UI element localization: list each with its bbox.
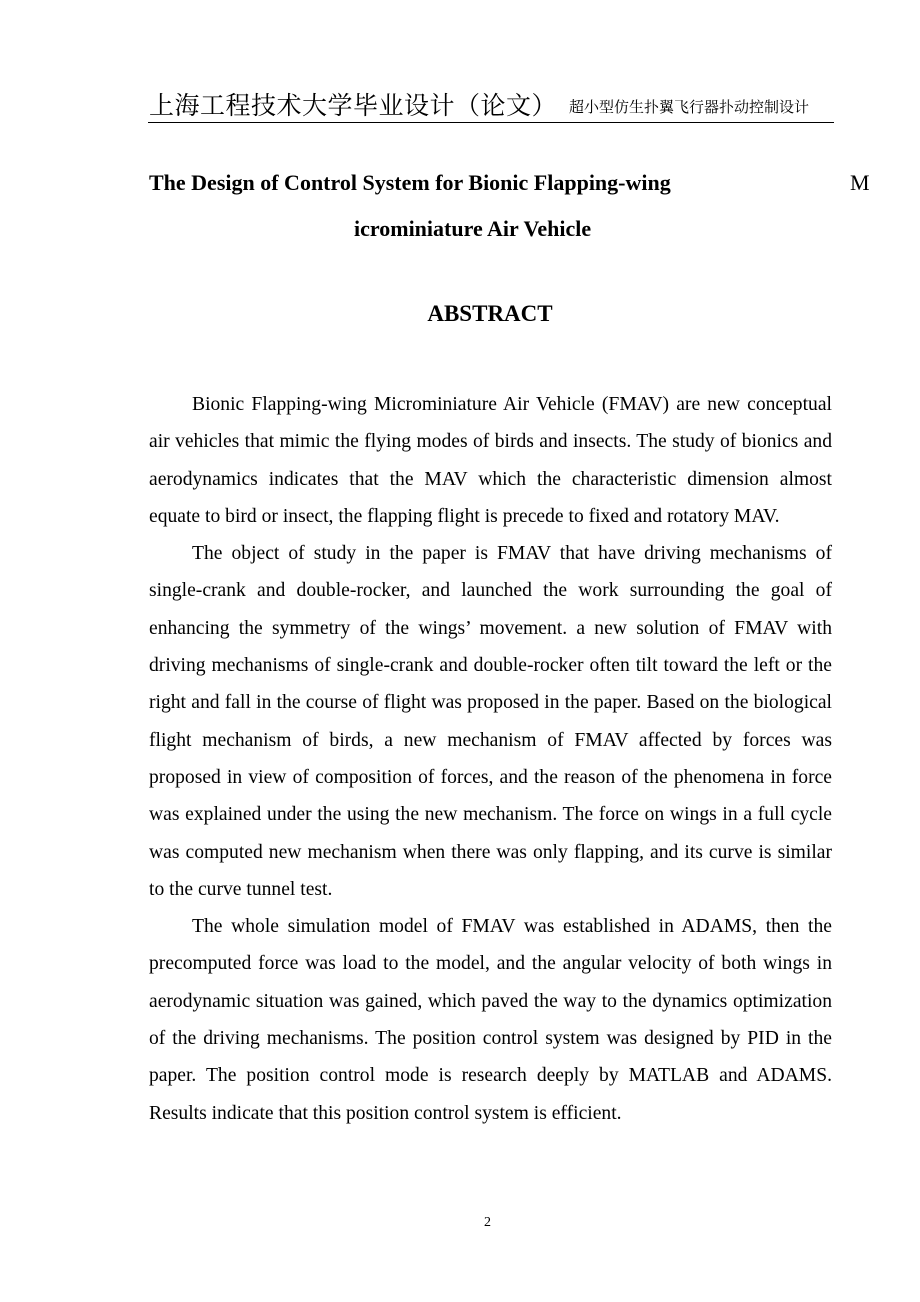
title-line-2: icrominiature Air Vehicle	[354, 216, 592, 241]
title-overflow-letter: M	[850, 170, 870, 195]
header-university-title: 上海工程技术大学毕业设计（论文）	[149, 91, 558, 120]
abstract-paragraph-3: The whole simulation model of FMAV was established in ADAMS, then the precomputed force was load to the model, and the angular velocity of both wings in aerodynamic situation was gained, which paved the way to the dynamics optimization of the driving mechanisms. The position control system was designed by PID in the paper. The position control mode is research deeply by MATLAB and ADAMS. Results indicate that this position control system is efficient.	[149, 916, 832, 1124]
abstract-body	[149, 386, 832, 1132]
page-number: 2	[484, 1215, 491, 1230]
abstract-paragraph-2: The object of study in the paper is FMAV that have driving mechanisms of single-crank and double-rocker, and launched the work surrounding the goal of enhancing the symmetry of the wings’ movement. a new solution of FMAV with driving mechanisms of single-crank and double-rocker often tilt toward the left or the right and fall in the course of flight was proposed in the paper. Based on the biological flight mechanism of birds, a new mechanism of FMAV affected by forces was proposed in view of composition of forces, and the reason of the phenomena in force was explained under the using the new mechanism. The force on wings in a full cycle was computed new mechanism when there was only flapping, and its curve is similar to the curve tunnel test.	[149, 543, 832, 900]
abstract-heading: ABSTRACT	[427, 301, 553, 326]
header-thesis-title: 超小型仿生扑翼飞行器扑动控制设计	[569, 98, 810, 116]
abstract-paragraph-1: Bionic Flapping-wing Microminiature Air Vehicle (FMAV) are new conceptual air vehicles that mimic the flying modes of birds and insects. The study of bionics and aerodynamics indicates that the MAV which the characteristic dimension almost equate to bird or insect, the flapping flight is precede to fixed and rotatory MAV.	[149, 394, 832, 527]
header-divider	[148, 122, 834, 123]
title-line-1: The Design of Control System for Bionic Flapping-wing	[149, 170, 671, 195]
